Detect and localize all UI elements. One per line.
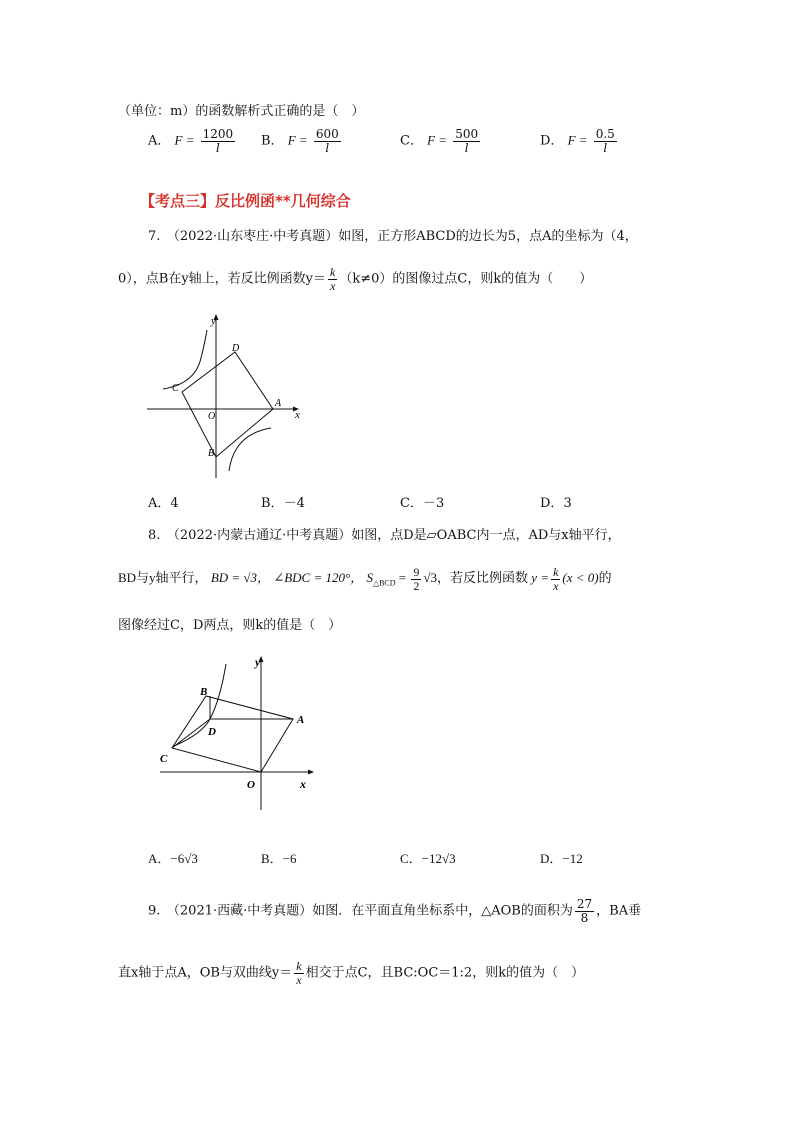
q7-figure xyxy=(145,310,305,480)
option-letter: A． xyxy=(148,133,171,149)
option-fraction: $\frac{600}{l}$ xyxy=(315,127,339,155)
q9-line2: 直x轴于点A，OB与双曲线y＝ $\frac{k}{x}$ 相交于点C，且BC:OC＝1:2，则k的值为（ ） xyxy=(118,959,585,987)
point-label-b: B xyxy=(208,448,215,459)
option-lhs: F = xyxy=(174,132,195,148)
axis-label-x: x xyxy=(295,409,300,421)
axis-label-y: y xyxy=(255,655,261,669)
q8-line3: 图像经过C，D两点，则k的值是（ ） xyxy=(118,618,342,633)
q6-option-d[interactable] xyxy=(540,128,619,154)
axis-label-x: x xyxy=(300,777,306,791)
q7-options xyxy=(0,492,800,512)
option-fraction: $\frac{0.5}{l}$ xyxy=(595,127,615,155)
option-lhs: F = xyxy=(427,132,448,148)
point-label-a: A xyxy=(297,714,305,726)
section-heading: 【考点三】反比例函**几何综合 xyxy=(140,192,351,210)
q6-stem: （单位：m）的函数解析式正确的是（ ） xyxy=(118,104,365,119)
q8-option-c[interactable]: C．−12√3 xyxy=(400,851,456,866)
q8-options xyxy=(0,848,800,868)
option-fraction: $\frac{500}{l}$ xyxy=(455,127,479,155)
q8-option-a[interactable]: A．−6√3 xyxy=(148,851,198,866)
q8-line2: BD与y轴平行， BD = √3， ∠BDC = 120°， $S_{\triangle BCD}$ = $\frac{9}{2}$ √3，若反比例函数 y = $\frac{k}{x}$ (x < 0)的 xyxy=(118,565,612,593)
q8-option-d[interactable]: D．−12 xyxy=(540,851,583,866)
point-label-o: O xyxy=(247,779,255,791)
q6-options xyxy=(0,128,800,168)
point-label-o: O xyxy=(208,411,216,422)
point-label-b: B xyxy=(200,686,208,698)
q7-option-d[interactable]: D．3 xyxy=(540,496,572,511)
q6-option-c[interactable] xyxy=(400,128,482,154)
option-fraction: $\frac{1200}{l}$ xyxy=(202,127,234,155)
q9-line1: 9. （2021·西藏·中考真题）如图．在平面直角坐标系中，△AOB的面积为 $\frac{27}{8}$ ，BA垂 xyxy=(148,897,642,925)
option-letter: D． xyxy=(540,133,564,149)
point-label-a: A xyxy=(275,398,282,409)
option-letter: B． xyxy=(261,133,284,149)
option-letter: C． xyxy=(400,133,423,149)
axis-label-y: y xyxy=(211,315,216,327)
q7-option-b[interactable]: B．－4 xyxy=(261,496,305,511)
q8-option-b[interactable]: B．−6 xyxy=(261,851,297,866)
point-label-c: C xyxy=(172,383,179,394)
q7-line1: 7. （2022·山东枣庄·中考真题）如图，正方形ABCD的边长为5，点A的坐标为（4， xyxy=(148,229,638,244)
q6-option-b[interactable] xyxy=(261,128,343,154)
point-label-d: D xyxy=(232,343,240,354)
q6-option-a[interactable] xyxy=(148,128,237,154)
q7-line2: 0），点B在y轴上，若反比例函数y＝ $\frac{k}{x}$ （k≠0）的图像过点C，则k的值为（ ） xyxy=(118,265,593,293)
q8-line1: 8. （2022·内蒙古通辽·中考真题）如图，点D是▱OABC内一点，AD与x轴平行， xyxy=(148,528,621,543)
q7-option-c[interactable]: C．－3 xyxy=(400,496,445,511)
option-lhs: F = xyxy=(567,132,588,148)
q8-figure xyxy=(150,650,320,810)
point-label-c: C xyxy=(160,753,168,765)
option-lhs: F = xyxy=(287,132,308,148)
point-label-d: D xyxy=(208,726,216,738)
q7-option-a[interactable]: A．4 xyxy=(148,496,179,511)
